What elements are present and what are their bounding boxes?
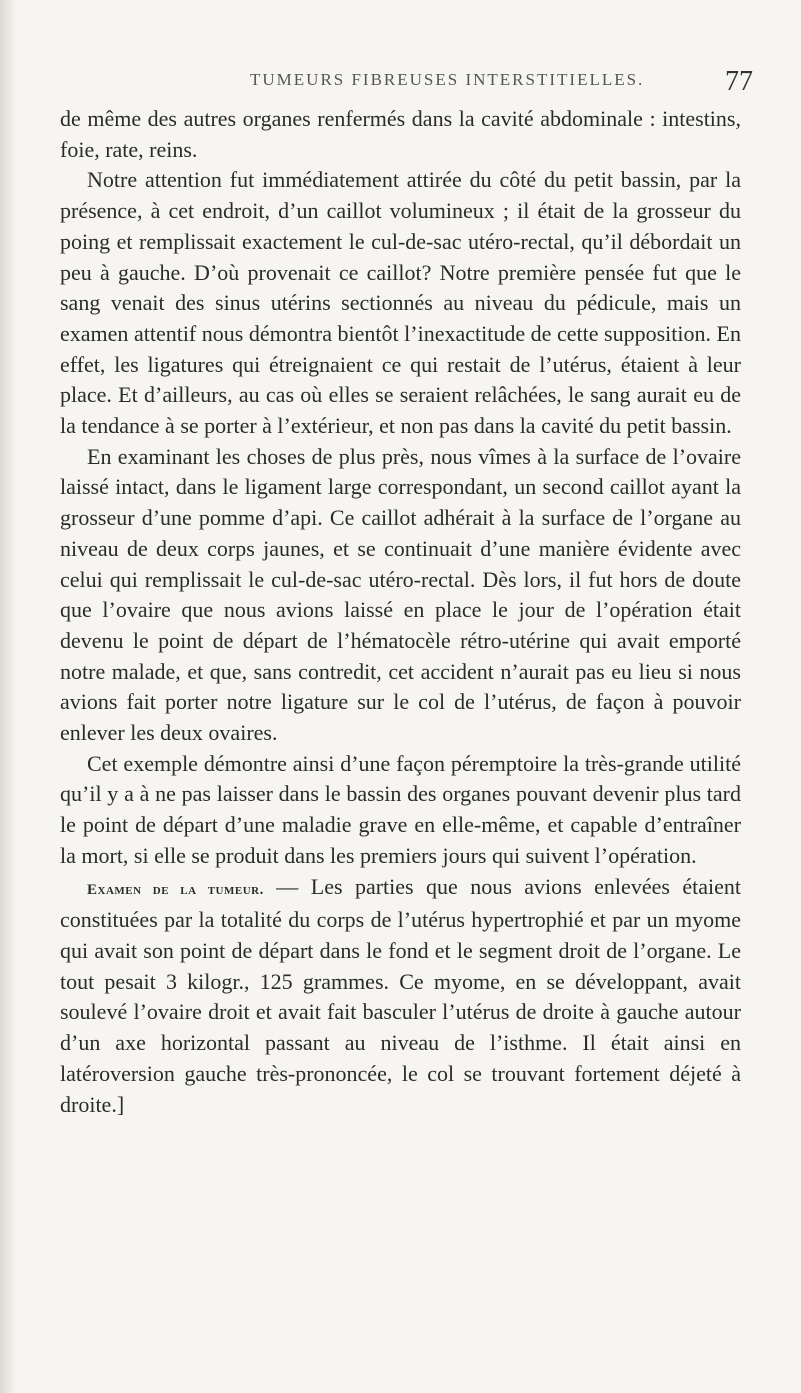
body-text bbox=[60, 104, 741, 1120]
section-heading: Examen de la tumeur. bbox=[87, 881, 264, 898]
running-head: TUMEURS FIBREUSES INTERSTITIELLES. bbox=[250, 70, 645, 89]
paragraph: En examinant les choses de plus près, nous vîmes à la surface de l’ovaire laissé intact, dans le ligament large correspondant, un second caillot ayant la grosseur d’une pomme d’api. Ce caillot adhérait à la surface de l’organe au niveau de deux corps jaunes, et se continuait d’une manière évidente avec celui qui remplissait le cul-de-sac utéro-rectal. Dès lors, il fut hors de doute que l’ovaire que nous avions laissé en place le jour de l’opération était devenu le point de départ de l’hématocèle rétro-utérine qui avait emporté notre malade, et que, sans contredit, cet accident n’aurait pas eu lieu si nous avions fait porter notre ligature sur le col de l’utérus, de façon à pouvoir enlever les deux ovaires. bbox=[60, 443, 741, 746]
paragraph-continuation: de même des autres organes renfermés dans la cavité abdominale : intestins, foie, rate, reins. bbox=[60, 106, 741, 162]
section-paragraph bbox=[60, 872, 741, 1121]
binding-shadow bbox=[0, 0, 16, 1393]
section-text: — Les parties que nous avions enlevées étaient constituées par la totalité du corps de l’utérus hypertrophié et par un myome qui avait son point de départ dans le fond et le segment droit de l’organe. Le tout pesait 3 kilogr., 125 grammes. Ce myome, en se développant, avait soulevé l’ovaire droit et avait fait basculer l’utérus de droite à gauche autour d’un axe horizontal passant au niveau de l’isthme. Il était ainsi en latéroversion gauche très-prononcée, le col se trouvant fortement déjeté à droite.] bbox=[60, 873, 741, 1117]
paragraph: Cet exemple démontre ainsi d’une façon péremptoire la très-grande utilité qu’il y a à ne pas laisser dans le bassin des organes pouvant devenir plus tard le point de départ d’une maladie grave en elle-même, et capable d’entraîner la mort, si elle se produit dans les premiers jours qui suivent l’opération. bbox=[60, 750, 741, 868]
paragraph: Notre attention fut immédiatement attirée du côté du petit bassin, par la présence, à cet endroit, d’un caillot volumineux ; il était de la grosseur du poing et remplissait exactement le cul-de-sac utéro-rectal, qu’il débordait un peu à gauche. D’où provenait ce caillot? Notre première pensée fut que le sang venait des sinus utérins sectionnés au niveau du pédicule, mais un examen attentif nous démontra bientôt l’inexactitude de cette supposition. En effet, les ligatures qui étreignaient ce qui restait de l’utérus, étaient à leur place. Et d’ailleurs, au cas où elles se seraient relâchées, le sang aurait eu de la tendance à se porter à l’extérieur, et non pas dans la cavité du petit bassin. bbox=[60, 167, 741, 439]
page-number: 77 bbox=[725, 66, 753, 97]
